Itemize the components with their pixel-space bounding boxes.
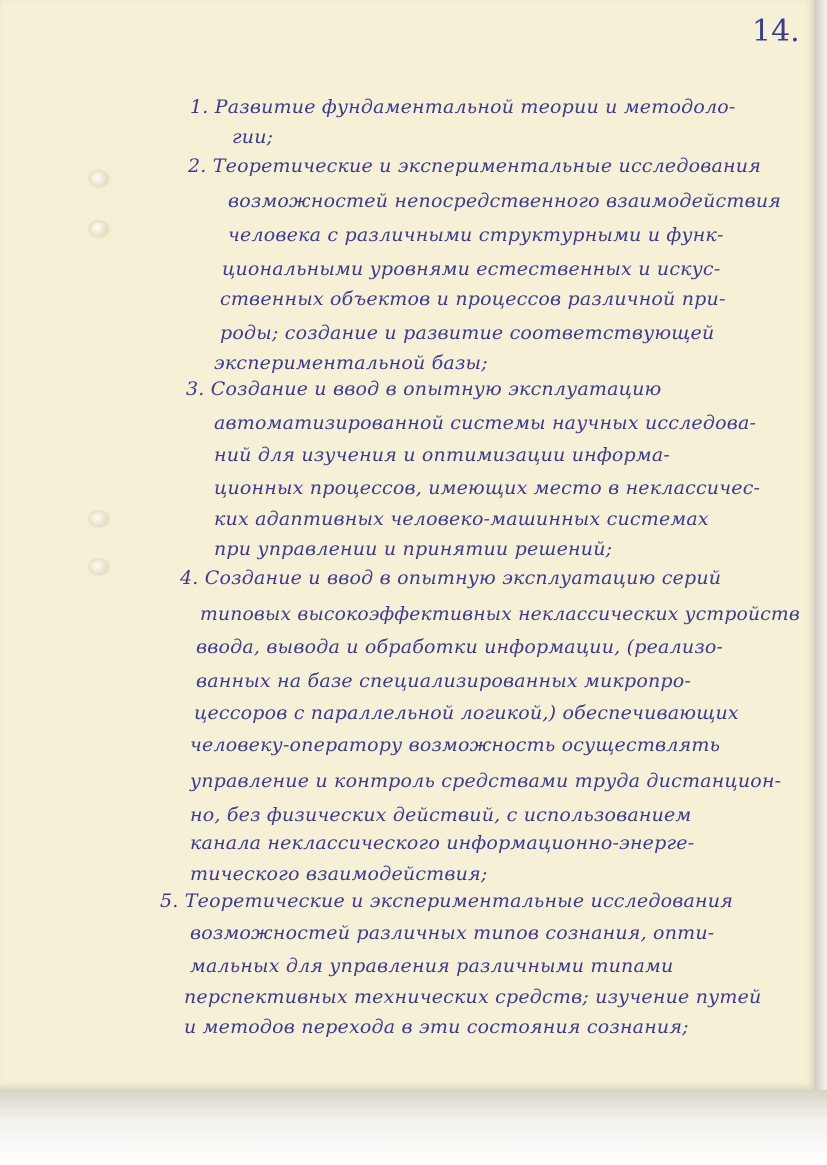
text-line: ванных на базе специализированных микропро- [196,670,692,692]
text-line: возможностей непосредственного взаимодействия [228,190,782,212]
text-line: но, без физических действий, с использованием [190,804,692,826]
text-line: циональными уровнями естественных и искус- [222,258,721,280]
text-line: канала неклассического информационно-энерге- [190,832,695,854]
text-line: 5. Теоретические и экспериментальные исследования [160,890,733,912]
page-number: 14. [752,14,800,49]
text-line: роды; создание и развитие соответствующей [220,322,715,344]
text-line: тического взаимодействия; [190,863,488,885]
text-line: гии; [232,126,274,148]
text-line: 4. Создание и ввод в опытную эксплуатацию серий [180,567,722,589]
text-line: при управлении и принятии решений; [214,538,613,560]
text-line: 2. Теоретические и экспериментальные исследования [188,155,761,177]
text-line: 1. Развитие фундаментальной теории и методоло- [190,96,736,118]
text-line: мальных для управления различными типами [190,955,674,977]
text-line: возможностей различных типов сознания, опти- [190,922,715,944]
text-line: перспективных технических средств; изучение путей [184,986,762,1008]
text-line: 3. Создание и ввод в опытную эксплуатацию [186,378,662,400]
text-line: ционных процессов, имеющих место в неклассичес- [214,477,761,499]
text-line: ний для изучения и оптимизации информа- [214,444,671,466]
scanner-edge-right [814,0,827,1090]
text-line: автоматизированной системы научных исследова- [214,412,757,434]
text-line: типовых высокоэффективных неклассических устройств [200,603,800,625]
text-line: ввода, вывода и обработки информации, (реализо- [196,636,724,658]
text-line: и методов перехода в эти состояния сознания; [184,1016,689,1038]
text-line: управление и контроль средствами труда дистанцион- [190,770,782,792]
text-line: экспериментальной базы; [214,352,488,374]
text-line: ких адаптивных человеко-машинных системах [214,508,709,530]
text-line: человека с различными структурными и функ- [228,224,724,246]
text-line: цессоров с параллельной логикой,) обеспечивающих [194,702,739,724]
text-line: ственных объектов и процессов различной при- [220,288,726,310]
text-line: человеку-оператору возможность осуществлять [190,734,721,756]
scanner-edge-bottom [0,1090,827,1165]
